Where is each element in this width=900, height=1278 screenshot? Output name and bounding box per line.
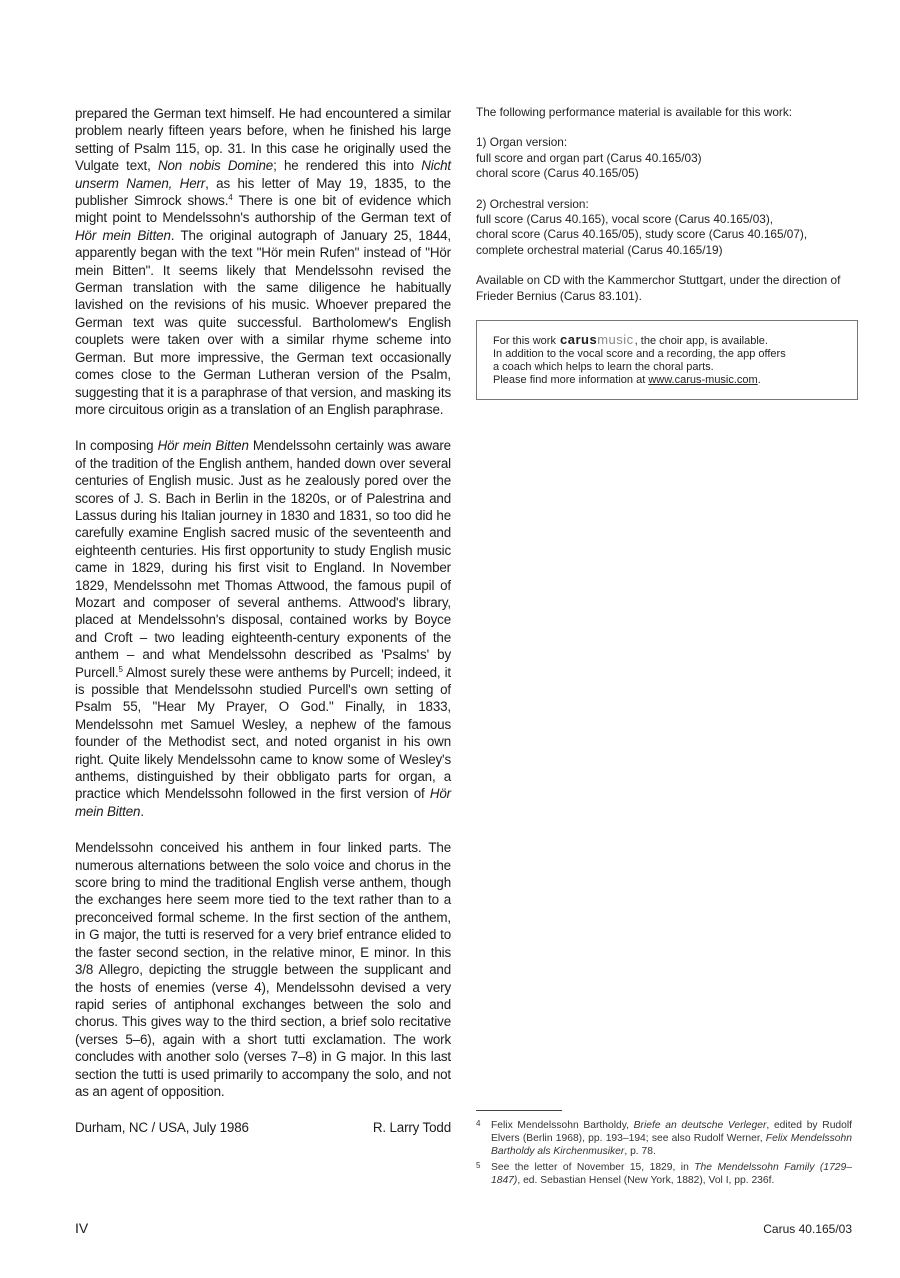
- orchestral-item: choral score (Carus 40.165/05), study score (Carus 40.165/07),: [476, 227, 808, 242]
- text-run: Mendelssohn certainly was aware of the tradition of the English anthem, handed down over several centuries of English music. Just as he zealously pored over the scores of J. S. Bach in Berlin in the 1820s, or of Palestrina and Lassus during his Italian journey in 1830 and 1831, so too did he carefully examine English sacred music of the seventeenth and eighteenth centuries. His first opportunity to study English music came in 1829, during his first visit to England. In November 1829, Mendelssohn met Thomas Attwood, the famous pupil of Mozart and composer of several anthems. Attwood's library, placed at Mendelssohn's disposal, contained works by Boyce and Croft – two leading eighteenth-century exponents of the anthem – and what Mendelssohn described as 'Psalms' by Purcell.: [75, 438, 451, 680]
- place-date: Durham, NC / USA, July 1986: [75, 1120, 249, 1136]
- footnote-text: [491, 1161, 852, 1187]
- carus-website-link[interactable]: www.carus-music.com: [648, 374, 758, 387]
- italic-title: Felix Mendelssohn Bartholdy als Kirchenmusiker: [491, 1133, 852, 1157]
- main-text-column: [75, 105, 451, 1137]
- app-line-2: In addition to the vocal score and a recording, the app offers: [493, 348, 786, 361]
- footnote-number: 4: [476, 1119, 481, 1128]
- footnote-text: [491, 1119, 852, 1158]
- logo-part: music: [597, 332, 634, 348]
- footnotes: [476, 1110, 852, 1190]
- signature-line: [75, 1119, 451, 1136]
- carus-music-logo: [560, 333, 634, 346]
- cd-info: Available on CD with the Kammerchor Stuttgart, under the direction of Frieder Bernius (Carus 83.101).: [476, 273, 841, 303]
- footnote-ref-5[interactable]: 5: [118, 664, 123, 674]
- author-name: R. Larry Todd: [372, 1120, 451, 1136]
- text-run: . The original autograph of January 25, 1844, apparently began with the text "Hör mein Rufen" instead of "Hör mein Bitten". It seems likely that Mendelssohn revised the German translation with the same diligence he habitually lavished on the revisions of his music. Whoever prepared the German text was quite successful. Bartholomew's English couplets were taken over with a similar rhyme scheme into German. But more impressive, the German text occasionally comes close to the German Lutheran version of the Psalm, suggesting that it is a paraphrase of that version, and masking its more circuitous origin as a translation of an English paraphrase.: [75, 227, 451, 417]
- text-run: There is one bit of evidence which might point to Mendelssohn's authorship of the German text of: [75, 193, 451, 226]
- text-run: See the letter of November 15, 1829, in: [491, 1162, 695, 1173]
- footnote-number: 5: [476, 1161, 481, 1170]
- text-run: Felix Mendelssohn Bartholdy,: [491, 1120, 634, 1131]
- material-intro: The following performance material is available for this work:: [476, 105, 793, 119]
- organ-heading: 1) Organ version:: [476, 135, 568, 150]
- orchestral-heading: 2) Orchestral version:: [476, 196, 589, 211]
- catalog-number: Carus 40.165/03: [763, 1222, 852, 1236]
- paragraph-2: [75, 437, 451, 820]
- paragraph-3: Mendelssohn conceived his anthem in four linked parts. The numerous alternations between the solo voice and chorus in the score bring to mind the traditional English verse anthem, though the exchanges here seem more tied to the text rather than to a preconceived formal scheme. In the first section of the anthem, in G major, the tutti is reserved for a very brief entrance elided to the faster second section, in the relative minor, E minor. In this 3/8 Allegro, depicting the struggle between the supplicant and the hosts of enemies (verse 4), Mendelssohn devised a very rapid series of antiphonal exchanges between the solo and chorus. This gives way to the third section, a brief solo recitative (verses 5–6), again with a short tutti exclamation. The work concludes with another solo (verses 7–8) in G major. In this last section the tutti is used primarily to accompany the solo, and not as an agent of opposition.: [75, 840, 451, 1099]
- italic-title: The Mendelssohn Family (1729–1847): [491, 1162, 852, 1186]
- performance-material-column: [476, 105, 856, 400]
- text-run: , ed. Sebastian Hensel (New York, 1882), Vol I, pp. 236f.: [517, 1175, 775, 1186]
- text-run: prepared the German text himself. He had encountered a similar problem nearly fifteen years before, when he finished his large setting of Psalm 115, op. 31. In this case he originally used the Vulgate text,: [75, 106, 451, 174]
- footnote-4: [476, 1119, 852, 1158]
- text-run: Please find more information at: [493, 374, 649, 387]
- text-run: For this work: [493, 335, 560, 348]
- app-line-4: [493, 374, 841, 387]
- organ-item: full score and organ part (Carus 40.165/03): [476, 150, 702, 165]
- text-run: , the choir app, is available.: [634, 335, 768, 348]
- organ-version: [476, 135, 856, 181]
- footnote-ref-4[interactable]: 4: [228, 193, 233, 203]
- italic-title: Hör mein Bitten: [75, 227, 171, 243]
- text-run: ; he rendered this into: [273, 158, 422, 174]
- paragraph-1: [75, 105, 451, 418]
- text-run: , p. 78.: [624, 1146, 656, 1157]
- italic-title: Non nobis Domine: [157, 158, 274, 174]
- page-number: IV: [75, 1220, 89, 1236]
- app-line-1: [493, 333, 841, 348]
- text-run: , edited by Rudolf Elvers (Berlin 1968), pp. 193–194; see also Rudolf Werner,: [491, 1120, 853, 1144]
- italic-title: Briefe an deutsche Verleger: [633, 1120, 767, 1131]
- orchestral-item: full score (Carus 40.165), vocal score (Carus 40.165/03),: [476, 212, 774, 227]
- text-run: In composing: [75, 438, 158, 454]
- italic-title: Hör mein Bitten: [75, 786, 451, 819]
- italic-title: Hör mein Bitten: [157, 438, 249, 454]
- organ-item: choral score (Carus 40.165/05): [476, 166, 639, 181]
- text-run: Almost surely these were anthems by Purcell; indeed, it is possible that Mendelssohn studied Purcell's own setting of Psalm 55, "Hear My Prayer, O God." Finally, in 1833, Mendelssohn met Samuel Wesley, a nephew of the famous founder of the Methodist sect, and noted organist in his own right. Quite likely Mendelssohn came to know some of Wesley's anthems, distinguished by their obbligato parts for organ, a practice which Mendelssohn followed in the first version of: [75, 664, 451, 802]
- logo-part: carus: [560, 332, 598, 348]
- text-run: .: [757, 374, 761, 387]
- text-run: , as his letter of May 19, 1835, to the publisher Simrock shows.: [75, 175, 451, 209]
- orchestral-item: complete orchestral material (Carus 40.165/19): [476, 242, 723, 257]
- text-run: .: [140, 803, 144, 819]
- app-line-3: a coach which helps to learn the choral parts.: [493, 361, 714, 374]
- italic-title: Nicht unserm Namen, Herr: [75, 158, 451, 191]
- orchestral-version: [476, 197, 856, 259]
- choir-app-box: [476, 320, 858, 400]
- footnote-divider: [476, 1110, 562, 1111]
- footnote-5: [476, 1161, 852, 1187]
